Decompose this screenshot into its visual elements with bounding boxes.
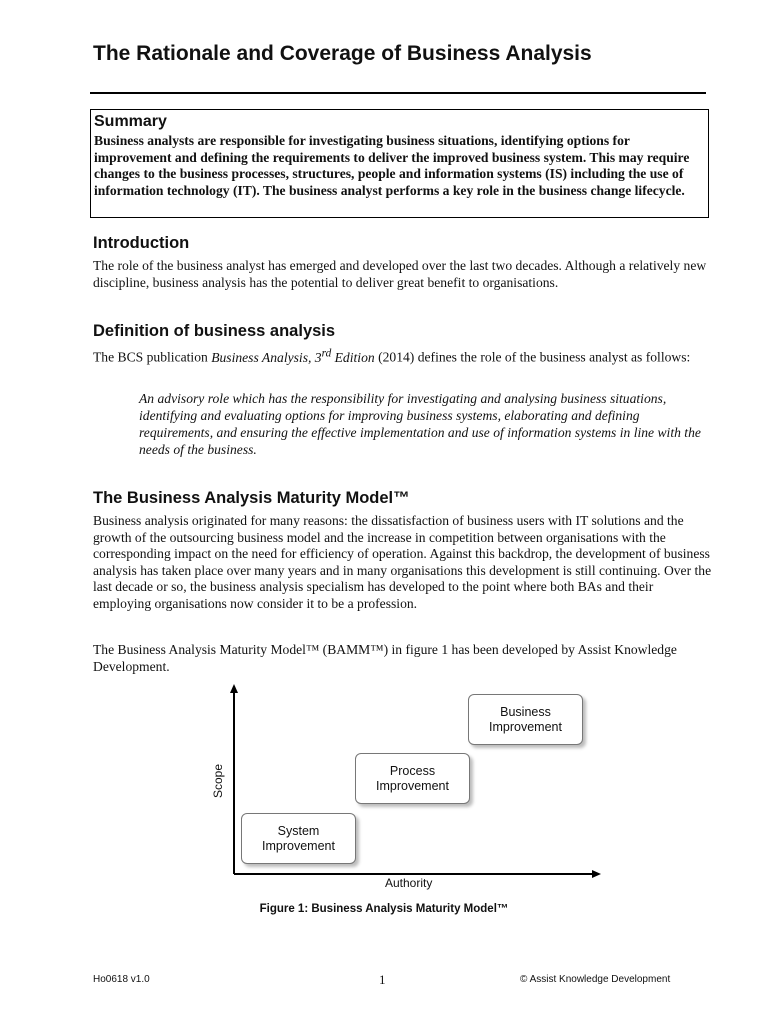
figure-caption: Figure 1: Business Analysis Maturity Model™ xyxy=(259,903,509,915)
bamm-intro-text: The Business Analysis Maturity Model™ (BAMM™) in figure 1 has been developed by Assist Knowledge Development. xyxy=(93,642,677,674)
stage-process-improvement xyxy=(355,753,470,804)
bamm-text: Business analysis originated for many reasons: the dissatisfaction of business users with IT solutions and the growth of the outsourcing business model and the increase in competition between organisations with the corresponding impact on the need for efficiency of operation. Against this backdrop, the development of business analysis has taken place over many years and in many organisations this development is still continuing. Over the last decade or so, the business analysis specialism has developed to the point where both BAs and their employing organisations now consider it to be a profession. xyxy=(93,513,712,611)
stage-label-line2: Improvement xyxy=(489,719,562,734)
definition-quote: An advisory role which has the responsibility for investigating and analysing business situations, identifying and evaluating options for improving business systems, elaborating and defining requirements, and ensuring the effective implementation and use of information systems in line with the needs of the business. xyxy=(139,391,701,457)
maturity-model-figure xyxy=(205,682,605,897)
stage-label-line1: Process xyxy=(389,763,436,778)
publication-edition: Edition xyxy=(331,349,375,365)
definition-heading: Definition of business analysis xyxy=(93,322,336,340)
stage-label-line2: Improvement xyxy=(262,838,335,853)
x-axis-label: Authority xyxy=(385,876,433,890)
publication-title xyxy=(211,347,375,365)
introduction-heading: Introduction xyxy=(93,234,190,252)
document-title: The Rationale and Coverage of Business Analysis xyxy=(93,42,592,65)
y-axis-label: Scope xyxy=(211,763,226,799)
publication-name: Business Analysis, 3 xyxy=(211,349,322,365)
summary-box xyxy=(90,109,709,218)
introduction-text: The role of the business analyst has emerged and developed over the last two decades. Although a relatively new discipline, business analysis has the potential to deliver great benefit to organisations. xyxy=(93,258,707,290)
footer-page-number: 1 xyxy=(379,972,386,987)
definition-text-before: The BCS publication xyxy=(93,349,212,365)
definition-text-after: (2014) defines the role of the business analyst as follows: xyxy=(374,349,691,365)
stage-label-line2: Improvement xyxy=(376,778,449,793)
summary-heading: Summary xyxy=(94,113,167,130)
stage-label-line1: System xyxy=(277,823,320,838)
stage-system-improvement xyxy=(241,813,356,864)
summary-text: Business analysts are responsible for investigating business situations, identifying options for improvement and defining the requirements to deliver the improved business system. This may require changes to the business processes, structures, people and information systems (IS) including the use of information technology (IT). The business analyst performs a key role in the business change lifecycle. xyxy=(94,133,690,198)
x-axis-arrow-icon xyxy=(592,870,601,878)
stage-label-line1: Business xyxy=(500,704,551,719)
edition-superscript: rd xyxy=(321,347,332,359)
stage-business-improvement xyxy=(468,694,583,745)
footer-doc-ref: Ho0618 v1.0 xyxy=(93,974,150,985)
y-axis-arrow-icon xyxy=(230,684,238,693)
definition-text xyxy=(93,345,713,366)
bamm-heading: The Business Analysis Maturity Model™ xyxy=(93,489,410,507)
footer-copyright: © Assist Knowledge Development xyxy=(520,974,671,985)
title-rule xyxy=(90,92,706,94)
